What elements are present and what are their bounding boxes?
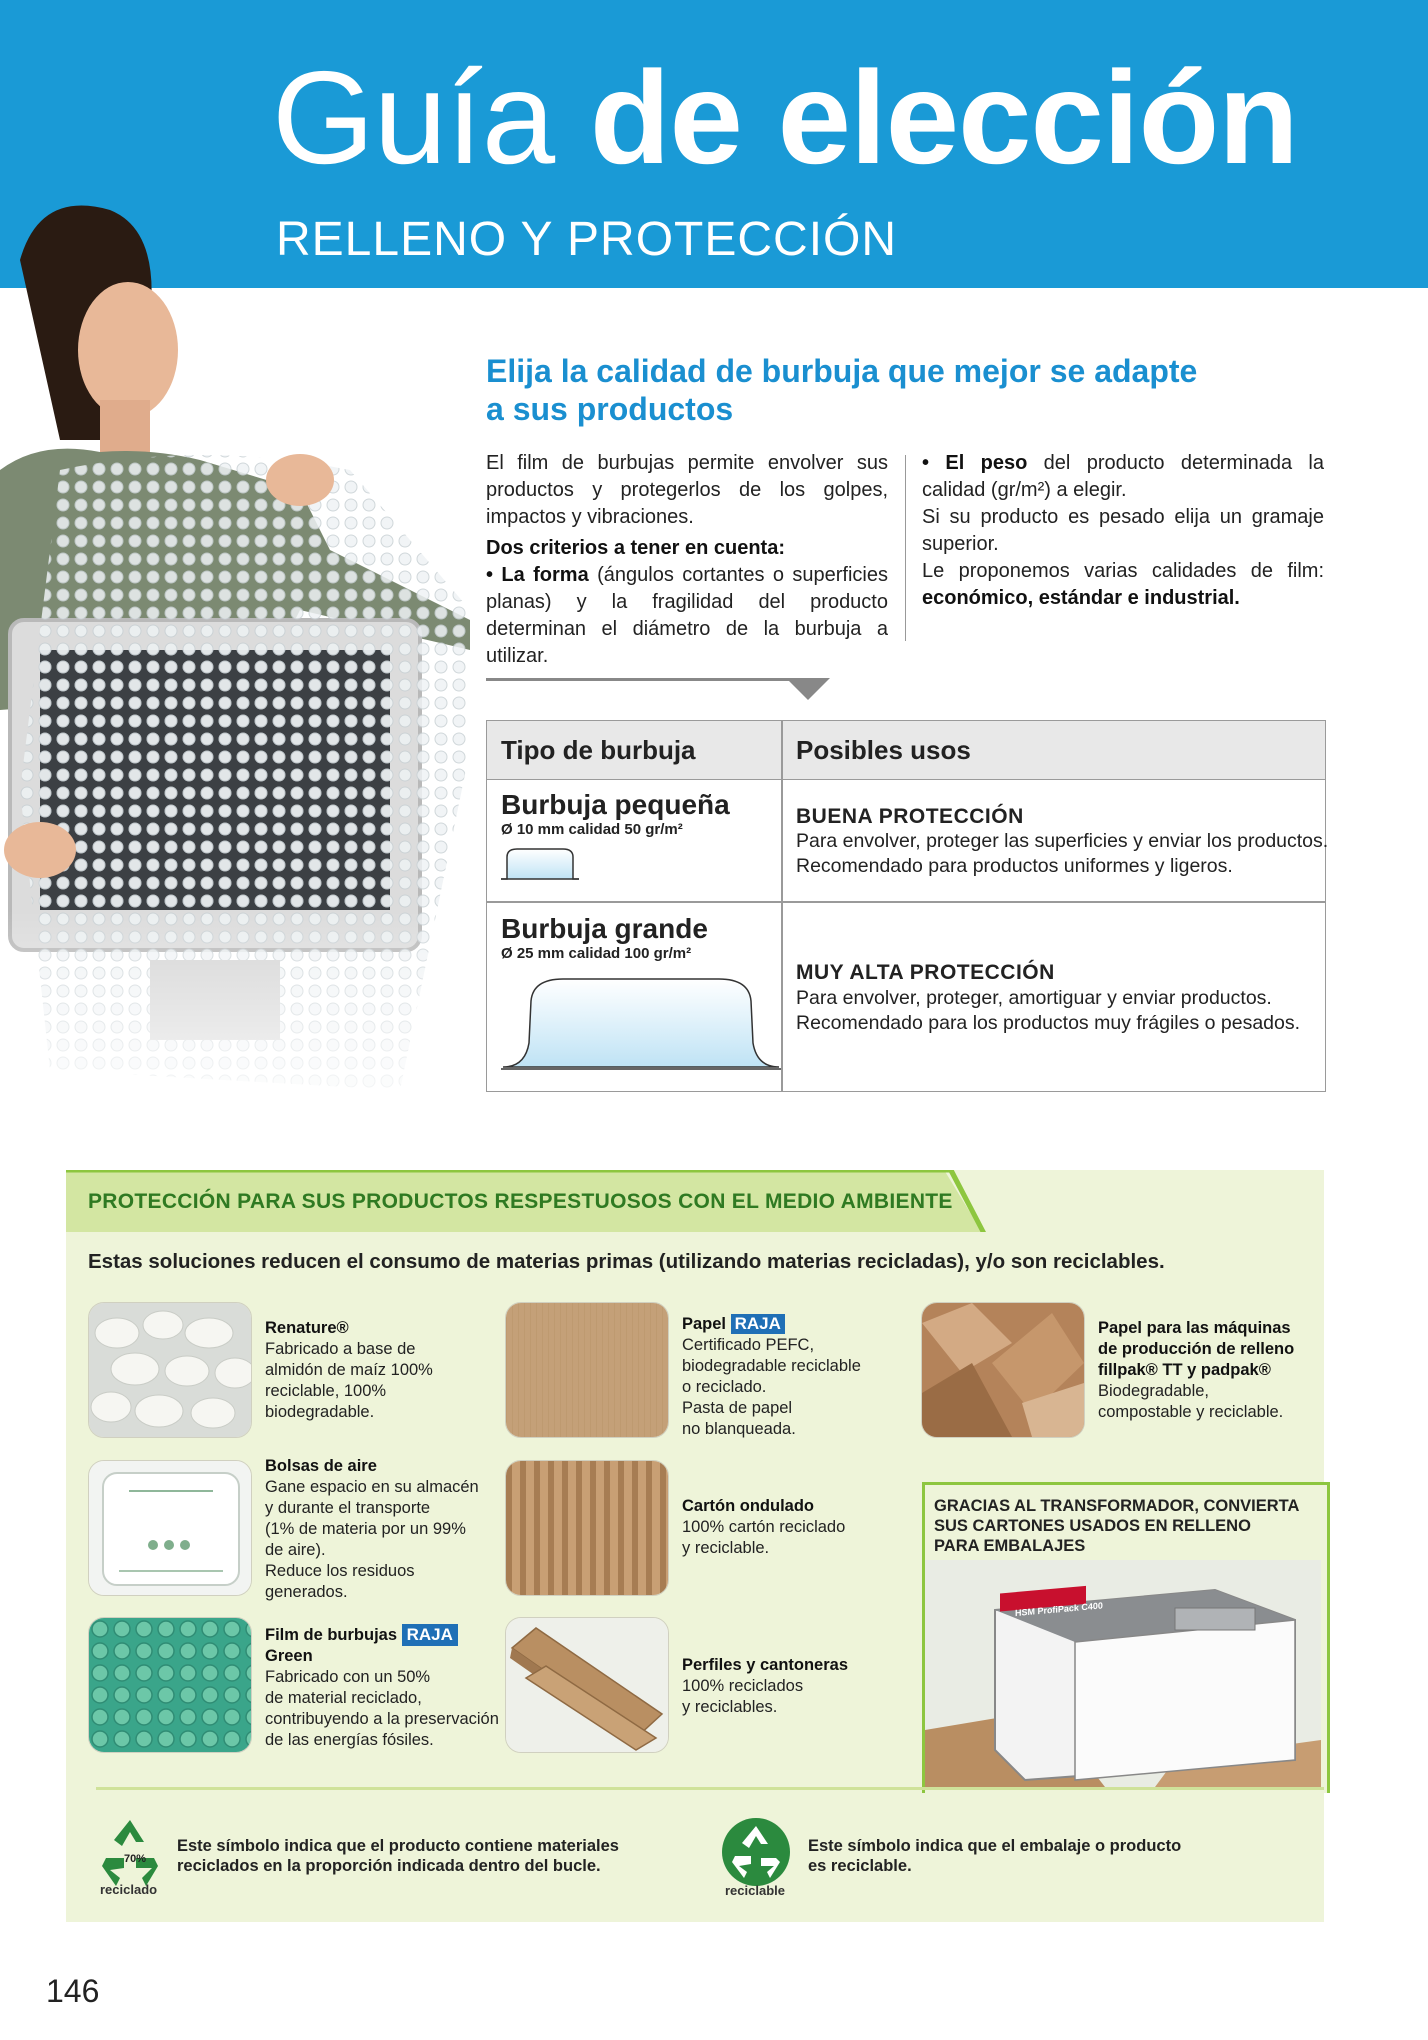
corrugated-cardboard-image	[505, 1460, 669, 1596]
green-film-name2: Green	[265, 1647, 313, 1665]
renature-name: Renature®	[265, 1319, 349, 1337]
table-header-uses: Posibles usos	[796, 735, 971, 765]
kraft-paper-image	[505, 1302, 669, 1438]
intro-column-left	[486, 450, 888, 670]
renature-image	[88, 1302, 252, 1438]
fillpak-line: compostable y reciclable.	[1098, 1403, 1284, 1421]
paper-line: no blanqueada.	[682, 1420, 796, 1438]
air-bags-image	[88, 1460, 252, 1596]
green-film-line: de material reciclado,	[265, 1689, 422, 1707]
recyclable-symbol-icon	[720, 1816, 792, 1888]
green-film-line: de las energías fósiles.	[265, 1731, 434, 1749]
heavy-product-text: Si su producto es pesado elija un gramaje superior.	[922, 506, 1324, 555]
criteria-weight-text: del producto determinada la calidad (gr/m²) a elegir.	[922, 452, 1324, 501]
fillpak-name: fillpak® TT y padpak®	[1098, 1361, 1271, 1379]
intro-heading	[486, 352, 1286, 428]
air-bags-line: y durante el transporte	[265, 1499, 431, 1517]
recycled-percentage: 70%	[124, 1853, 147, 1865]
fillpak-line: Biodegradable,	[1098, 1382, 1210, 1400]
renature-line: reciclable, 100%	[265, 1382, 387, 1400]
small-bubble-spec: Ø 10 mm calidad 50 gr/m²	[501, 821, 683, 838]
fillpak-paper-text	[1098, 1318, 1294, 1423]
intro-heading-line2: a sus productos	[486, 391, 734, 427]
air-bags-line: (1% de materia por un 99%	[265, 1520, 466, 1538]
chevron-down-icon	[786, 678, 830, 700]
edge-protectors-line: 100% reciclados	[682, 1677, 804, 1695]
eco-title: PROTECCIÓN PARA SUS PRODUCTOS RESPESTUOSOS CON EL MEDIO AMBIENTE	[88, 1190, 953, 1213]
cardboard-line: 100% cartón reciclado	[682, 1518, 846, 1536]
table-column-divider	[781, 721, 783, 1091]
paper-line: Certificado PEFC,	[682, 1336, 815, 1354]
eco-bottom-divider	[96, 1787, 1324, 1790]
air-bags-text	[265, 1456, 479, 1603]
green-film-line: contribuyendo a la preservación	[265, 1710, 499, 1728]
title-light: Guía	[272, 44, 555, 191]
recycled-legend-line: Este símbolo indica que el producto contiene materiales	[177, 1837, 619, 1855]
table-header-type: Tipo de burbuja	[501, 735, 696, 765]
converter-promo-text	[934, 1496, 1299, 1556]
renature-line: almidón de maíz 100%	[265, 1361, 433, 1379]
criteria-weight-label: • El peso	[922, 452, 1028, 474]
edge-protectors-name: Perfiles y cantoneras	[682, 1656, 848, 1674]
green-film-name: Film de burbujas	[265, 1626, 398, 1644]
edge-protectors-image	[505, 1617, 669, 1753]
large-bubble-use-title: MUY ALTA PROTECCIÓN	[796, 961, 1055, 984]
large-bubble-name: Burbuja grande	[501, 913, 708, 944]
page-subtitle: RELLENO Y PROTECCIÓN	[276, 213, 898, 266]
cardboard-line: y reciclable.	[682, 1539, 770, 1557]
criteria-shape-text: (ángulos cortantes o superficies planas) y la fragilidad del producto determinan el diámetro de la burbuja a utilizar.	[486, 564, 888, 667]
small-bubble-icon	[499, 845, 579, 881]
raja-logo: RAJA	[402, 1624, 458, 1646]
large-bubble-use-line2: Recomendado para los productos muy frágiles o pesados.	[796, 1012, 1301, 1034]
green-film-line: Fabricado con un 50%	[265, 1668, 431, 1686]
quality-intro-text: Le proponemos varias calidades de film:	[922, 560, 1324, 582]
page-title	[272, 44, 1298, 191]
small-bubble-use-line1: Para envolver, proteger las superficies y enviar los productos.	[796, 830, 1329, 852]
air-bags-line: Gane espacio en su almacén	[265, 1478, 479, 1496]
recyclable-legend-line: es reciclable.	[808, 1857, 912, 1875]
fillpak-paper-image	[921, 1302, 1085, 1438]
intro-heading-line1: Elija la calidad de burbuja que mejor se adapte	[486, 353, 1198, 389]
green-bubble-film-image	[88, 1617, 252, 1753]
promo-line: SUS CARTONES USADOS EN RELLENO	[934, 1517, 1251, 1535]
paper-line: biodegradable reciclable	[682, 1357, 861, 1375]
criteria-heading: Dos criterios a tener en cuenta:	[486, 537, 785, 559]
recycled-symbol-icon	[94, 1816, 166, 1888]
renature-text	[265, 1318, 433, 1423]
quality-options-text: económico, estándar e industrial.	[922, 587, 1240, 609]
raja-logo: RAJA	[731, 1314, 785, 1334]
woman-bubble-wrap-photo	[0, 190, 510, 1150]
cardboard-converter-machine-image	[925, 1560, 1321, 1787]
small-bubble-use-title: BUENA PROTECCIÓN	[796, 805, 1024, 828]
bubble-type-table	[486, 720, 1329, 1092]
paper-line: o reciclado.	[682, 1378, 767, 1396]
fillpak-name: de producción de relleno	[1098, 1340, 1295, 1358]
air-bags-line: Reduce los residuos	[265, 1562, 415, 1580]
page-number: 146	[46, 1973, 100, 2009]
air-bags-line: generados.	[265, 1583, 348, 1601]
title-bold: de elección	[589, 44, 1298, 191]
divider-line	[486, 678, 804, 681]
recyclable-legend-text	[808, 1836, 1181, 1876]
cardboard-name: Cartón ondulado	[682, 1497, 814, 1515]
green-bubble-film-text	[265, 1624, 499, 1751]
large-bubble-use-line1: Para envolver, proteger, amortiguar y enviar productos.	[796, 987, 1272, 1009]
criteria-shape-label: • La forma	[486, 564, 589, 586]
intro-paragraph: El film de burbujas permite envolver sus productos y protegerlos de los golpes, impactos y vibraciones.	[486, 452, 888, 528]
small-bubble-use-line2: Recomendado para productos uniformes y ligeros.	[796, 855, 1233, 877]
paper-name: Papel	[682, 1315, 727, 1333]
table-row-divider	[487, 901, 1325, 903]
column-divider	[905, 455, 906, 641]
promo-line: GRACIAS AL TRANSFORMADOR, CONVIERTA	[934, 1497, 1300, 1515]
large-bubble-icon	[499, 973, 781, 1073]
recyclable-legend-line: Este símbolo indica que el embalaje o producto	[808, 1837, 1182, 1855]
eco-subtitle: Estas soluciones reducen el consumo de materias primas (utilizando materias recicladas), y/o son reciclables.	[88, 1250, 1165, 1273]
recycled-caption: reciclado	[100, 1882, 158, 1897]
recycled-legend-text	[177, 1836, 619, 1876]
edge-protectors-text	[682, 1655, 848, 1718]
air-bags-name: Bolsas de aire	[265, 1457, 377, 1475]
edge-protectors-line: y reciclables.	[682, 1698, 778, 1716]
large-bubble-spec: Ø 25 mm calidad 100 gr/m²	[501, 945, 692, 962]
renature-line: biodegradable.	[265, 1403, 375, 1421]
intro-column-right	[922, 450, 1324, 612]
renature-line: Fabricado a base de	[265, 1340, 416, 1358]
fillpak-name: Papel para las máquinas	[1098, 1319, 1291, 1337]
corrugated-cardboard-text	[682, 1496, 845, 1559]
small-bubble-name: Burbuja pequeña	[501, 789, 730, 820]
raja-paper-text	[682, 1314, 861, 1440]
machine-label: HSM ProfiPack C400	[1015, 1600, 1103, 1619]
air-bags-line: de aire).	[265, 1541, 326, 1559]
recyclable-caption: reciclable	[725, 1883, 785, 1898]
paper-line: Pasta de papel	[682, 1399, 793, 1417]
promo-line: PARA EMBALAJES	[934, 1537, 1086, 1555]
recycled-legend-line: reciclados en la proporción indicada dentro del bucle.	[177, 1857, 601, 1875]
